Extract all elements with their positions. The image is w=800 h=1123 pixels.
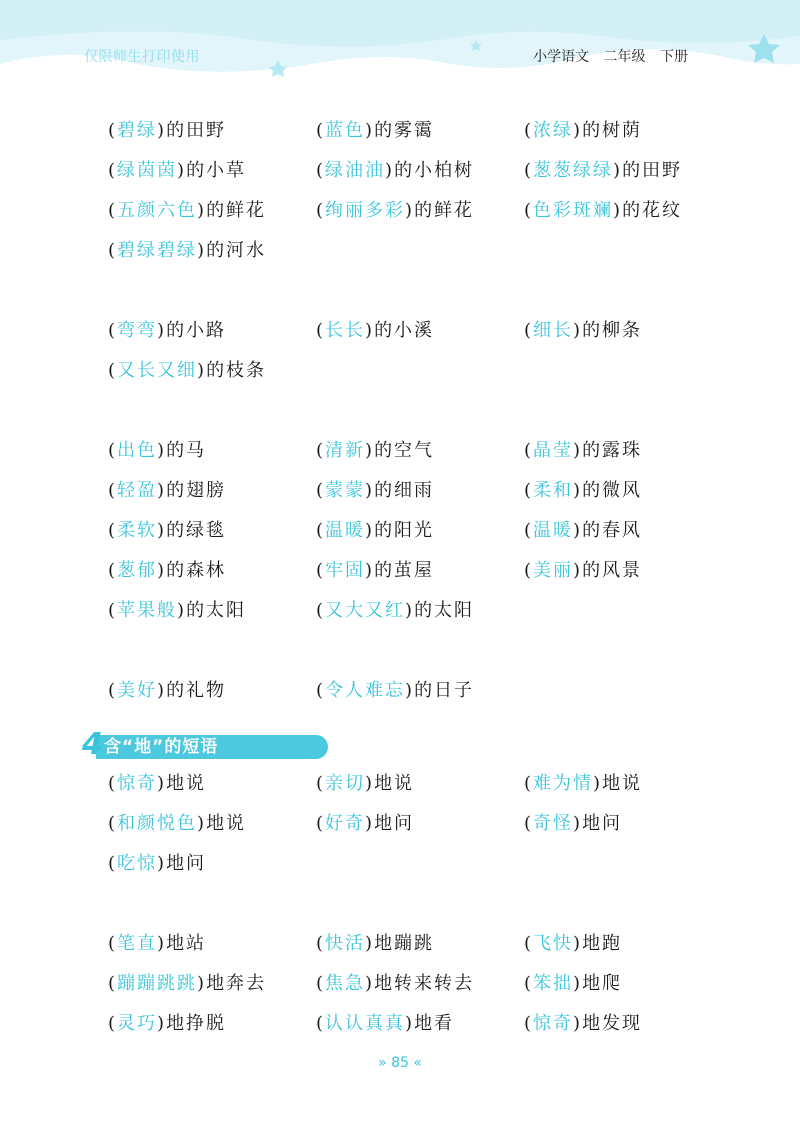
phrase-tail: 的小柏树 — [394, 160, 475, 181]
phrase-row — [0, 811, 800, 841]
close-paren: ) — [405, 680, 415, 701]
phrase-item — [108, 931, 206, 957]
phrase-item — [524, 318, 642, 344]
header-usage-note: 仅限师生打印使用 — [84, 49, 200, 65]
phrase-item — [108, 518, 226, 544]
arrow-left-icon: « — [413, 1055, 422, 1071]
phrase-item — [316, 971, 474, 997]
close-paren: ) — [573, 813, 583, 834]
answer-word: 亲切 — [325, 773, 366, 794]
answer-word: 清新 — [325, 440, 366, 461]
close-paren: ) — [573, 1013, 583, 1034]
close-paren: ) — [365, 520, 375, 541]
phrase-item — [316, 478, 434, 504]
phrase-item — [108, 771, 206, 797]
close-paren: ) — [157, 853, 167, 874]
answer-word: 飞快 — [533, 933, 574, 954]
open-paren: ( — [316, 560, 326, 581]
answer-word: 柔软 — [117, 520, 158, 541]
close-paren: ) — [157, 480, 167, 501]
close-paren: ) — [573, 320, 583, 341]
open-paren: ( — [524, 520, 534, 541]
answer-word: 葱葱绿绿 — [533, 160, 614, 181]
answer-word: 长长 — [325, 320, 366, 341]
open-paren: ( — [316, 973, 326, 994]
answer-word: 又大又红 — [325, 600, 406, 621]
close-paren: ) — [197, 360, 207, 381]
close-paren: ) — [613, 160, 623, 181]
phrase-item — [108, 851, 206, 877]
open-paren: ( — [316, 773, 326, 794]
phrase-item — [108, 1011, 226, 1037]
answer-word: 难为情 — [533, 773, 594, 794]
phrase-row — [0, 598, 800, 628]
phrase-row — [0, 851, 800, 881]
open-paren: ( — [524, 440, 534, 461]
phrase-tail: 的春风 — [582, 520, 643, 541]
phrase-tail: 的小路 — [166, 320, 227, 341]
phrase-tail: 的雾霭 — [374, 120, 435, 141]
section-4-title: 含“地”的短语 — [104, 737, 219, 757]
answer-word: 惊奇 — [533, 1013, 574, 1034]
phrase-tail: 的日子 — [414, 680, 475, 701]
phrase-row — [0, 358, 800, 388]
phrase-tail: 地问 — [374, 813, 415, 834]
answer-word: 苹果般 — [117, 600, 178, 621]
close-paren: ) — [365, 560, 375, 581]
open-paren: ( — [316, 680, 326, 701]
answer-word: 快活 — [325, 933, 366, 954]
answer-word: 惊奇 — [117, 773, 158, 794]
close-paren: ) — [405, 200, 415, 221]
answer-word: 和颜悦色 — [117, 813, 198, 834]
phrase-tail: 的森林 — [166, 560, 227, 581]
close-paren: ) — [365, 320, 375, 341]
phrase-tail: 的鲜花 — [414, 200, 475, 221]
phrase-tail: 地奔去 — [206, 973, 267, 994]
phrase-item — [316, 931, 434, 957]
answer-word: 晶莹 — [533, 440, 574, 461]
phrase-item — [316, 158, 474, 184]
close-paren: ) — [177, 160, 187, 181]
header-book-title: 小学语文 二年级 下册 — [533, 49, 688, 65]
phrase-item — [524, 438, 642, 464]
phrase-tail: 的河水 — [206, 240, 267, 261]
open-paren: ( — [108, 773, 118, 794]
phrase-tail: 的太阳 — [186, 600, 247, 621]
close-paren: ) — [365, 813, 375, 834]
answer-word: 柔和 — [533, 480, 574, 501]
close-paren: ) — [365, 120, 375, 141]
phrase-item — [108, 478, 226, 504]
phrase-tail: 的鲜花 — [206, 200, 267, 221]
open-paren: ( — [108, 813, 118, 834]
phrase-item — [524, 971, 622, 997]
answer-word: 牢固 — [325, 560, 366, 581]
open-paren: ( — [108, 680, 118, 701]
phrase-item — [316, 678, 474, 704]
close-paren: ) — [573, 440, 583, 461]
phrase-tail: 地爬 — [582, 973, 623, 994]
phrase-item — [316, 771, 414, 797]
phrase-row — [0, 438, 800, 468]
phrase-item — [524, 811, 622, 837]
phrase-tail: 的花纹 — [622, 200, 683, 221]
open-paren: ( — [108, 933, 118, 954]
open-paren: ( — [316, 200, 326, 221]
phrase-item — [524, 771, 642, 797]
phrase-tail: 的茧屋 — [374, 560, 435, 581]
answer-word: 笔直 — [117, 933, 158, 954]
phrase-tail: 的太阳 — [414, 600, 475, 621]
open-paren: ( — [108, 480, 118, 501]
section-4-number: 4 — [82, 727, 103, 762]
answer-word: 碧绿碧绿 — [117, 240, 198, 261]
phrase-item — [524, 931, 622, 957]
phrase-tail: 地转来转去 — [374, 973, 475, 994]
close-paren: ) — [573, 560, 583, 581]
phrase-item — [524, 478, 642, 504]
phrase-item — [108, 678, 226, 704]
close-paren: ) — [573, 480, 583, 501]
phrase-tail: 地说 — [602, 773, 643, 794]
phrase-row — [0, 771, 800, 801]
open-paren: ( — [524, 560, 534, 581]
phrase-item — [524, 558, 642, 584]
open-paren: ( — [316, 813, 326, 834]
open-paren: ( — [524, 200, 534, 221]
phrase-tail: 的阳光 — [374, 520, 435, 541]
phrase-tail: 的小溪 — [374, 320, 435, 341]
answer-word: 好奇 — [325, 813, 366, 834]
close-paren: ) — [197, 973, 207, 994]
phrase-tail: 的风景 — [582, 560, 643, 581]
phrase-row — [0, 238, 800, 268]
open-paren: ( — [524, 120, 534, 141]
phrase-tail: 地说 — [206, 813, 247, 834]
open-paren: ( — [108, 120, 118, 141]
phrase-tail: 的小草 — [186, 160, 247, 181]
phrase-item — [108, 358, 266, 384]
answer-word: 绿油油 — [325, 160, 386, 181]
close-paren: ) — [157, 1013, 167, 1034]
close-paren: ) — [157, 120, 167, 141]
close-paren: ) — [157, 933, 167, 954]
phrase-tail: 的田野 — [622, 160, 683, 181]
phrase-tail: 的柳条 — [582, 320, 643, 341]
answer-word: 奇怪 — [533, 813, 574, 834]
phrase-tail: 的微风 — [582, 480, 643, 501]
open-paren: ( — [316, 933, 326, 954]
open-paren: ( — [316, 520, 326, 541]
answer-word: 浓绿 — [533, 120, 574, 141]
close-paren: ) — [365, 480, 375, 501]
open-paren: ( — [524, 973, 534, 994]
phrase-tail: 地问 — [166, 853, 207, 874]
answer-word: 轻盈 — [117, 480, 158, 501]
answer-word: 弯弯 — [117, 320, 158, 341]
phrase-row — [0, 1011, 800, 1041]
phrase-item — [316, 438, 434, 464]
phrase-tail: 的树荫 — [582, 120, 643, 141]
open-paren: ( — [108, 1013, 118, 1034]
close-paren: ) — [197, 240, 207, 261]
phrase-item — [524, 198, 682, 224]
phrase-item — [316, 198, 474, 224]
phrase-tail: 地问 — [582, 813, 623, 834]
phrase-item — [108, 238, 266, 264]
close-paren: ) — [593, 773, 603, 794]
phrase-tail: 的绿毯 — [166, 520, 227, 541]
phrase-item — [108, 158, 246, 184]
phrase-item — [108, 598, 246, 624]
answer-word: 笨拙 — [533, 973, 574, 994]
phrase-item — [316, 558, 434, 584]
phrase-row — [0, 931, 800, 961]
answer-word: 出色 — [117, 440, 158, 461]
close-paren: ) — [573, 933, 583, 954]
answer-word: 细长 — [533, 320, 574, 341]
section-4-title-band — [96, 735, 328, 759]
phrase-row — [0, 971, 800, 1001]
phrase-item — [316, 1011, 454, 1037]
phrase-tail: 的空气 — [374, 440, 435, 461]
answer-word: 温暖 — [533, 520, 574, 541]
open-paren: ( — [108, 360, 118, 381]
phrase-tail: 的马 — [166, 440, 207, 461]
close-paren: ) — [385, 160, 395, 181]
phrase-tail: 地说 — [374, 773, 415, 794]
answer-word: 焦急 — [325, 973, 366, 994]
answer-word: 美好 — [117, 680, 158, 701]
phrase-tail: 的翅膀 — [166, 480, 227, 501]
open-paren: ( — [316, 1013, 326, 1034]
open-paren: ( — [316, 480, 326, 501]
open-paren: ( — [524, 933, 534, 954]
phrase-tail: 的田野 — [166, 120, 227, 141]
phrase-item — [108, 971, 266, 997]
answer-word: 温暖 — [325, 520, 366, 541]
close-paren: ) — [365, 973, 375, 994]
answer-word: 又长又细 — [117, 360, 198, 381]
open-paren: ( — [524, 813, 534, 834]
phrase-row — [0, 678, 800, 708]
open-paren: ( — [108, 853, 118, 874]
phrase-row — [0, 118, 800, 148]
phrase-item — [108, 318, 226, 344]
close-paren: ) — [365, 773, 375, 794]
phrase-tail: 地发现 — [582, 1013, 643, 1034]
close-paren: ) — [157, 320, 167, 341]
open-paren: ( — [108, 600, 118, 621]
page-number-footer — [0, 1055, 800, 1071]
open-paren: ( — [108, 440, 118, 461]
answer-word: 五颜六色 — [117, 200, 198, 221]
open-paren: ( — [316, 600, 326, 621]
answer-word: 葱郁 — [117, 560, 158, 581]
open-paren: ( — [316, 320, 326, 341]
close-paren: ) — [405, 1013, 415, 1034]
phrase-tail: 地看 — [414, 1013, 455, 1034]
answer-word: 蓝色 — [325, 120, 366, 141]
page-number: 85 — [391, 1055, 409, 1071]
answer-word: 美丽 — [533, 560, 574, 581]
phrase-row — [0, 518, 800, 548]
phrase-tail: 的枝条 — [206, 360, 267, 381]
phrase-tail: 地站 — [166, 933, 207, 954]
phrase-item — [108, 198, 266, 224]
phrase-tail: 地说 — [166, 773, 207, 794]
close-paren: ) — [405, 600, 415, 621]
open-paren: ( — [316, 440, 326, 461]
close-paren: ) — [613, 200, 623, 221]
open-paren: ( — [108, 973, 118, 994]
open-paren: ( — [524, 1013, 534, 1034]
open-paren: ( — [108, 520, 118, 541]
phrase-item — [316, 118, 434, 144]
answer-word: 蒙蒙 — [325, 480, 366, 501]
phrase-item — [108, 811, 246, 837]
open-paren: ( — [108, 320, 118, 341]
phrase-item — [108, 118, 226, 144]
open-paren: ( — [524, 320, 534, 341]
phrase-tail: 地跑 — [582, 933, 623, 954]
phrase-row — [0, 198, 800, 228]
open-paren: ( — [524, 773, 534, 794]
phrase-item — [524, 1011, 642, 1037]
close-paren: ) — [157, 560, 167, 581]
answer-word: 绿茵茵 — [117, 160, 178, 181]
open-paren: ( — [108, 160, 118, 181]
answer-word: 碧绿 — [117, 120, 158, 141]
phrase-row — [0, 558, 800, 588]
phrase-item — [316, 598, 474, 624]
phrase-row — [0, 318, 800, 348]
arrow-right-icon: » — [378, 1055, 387, 1071]
close-paren: ) — [157, 520, 167, 541]
phrase-tail: 的礼物 — [166, 680, 227, 701]
close-paren: ) — [197, 813, 207, 834]
open-paren: ( — [108, 240, 118, 261]
open-paren: ( — [524, 160, 534, 181]
open-paren: ( — [108, 200, 118, 221]
phrase-item — [108, 558, 226, 584]
phrase-tail: 地蹦跳 — [374, 933, 435, 954]
phrase-row — [0, 478, 800, 508]
answer-word: 吃惊 — [117, 853, 158, 874]
open-paren: ( — [316, 120, 326, 141]
open-paren: ( — [316, 160, 326, 181]
phrase-item — [524, 518, 642, 544]
close-paren: ) — [157, 773, 167, 794]
close-paren: ) — [365, 933, 375, 954]
answer-word: 绚丽多彩 — [325, 200, 406, 221]
phrase-item — [316, 518, 434, 544]
close-paren: ) — [573, 520, 583, 541]
answer-word: 色彩斑斓 — [533, 200, 614, 221]
close-paren: ) — [573, 120, 583, 141]
close-paren: ) — [573, 973, 583, 994]
phrase-item — [524, 158, 682, 184]
close-paren: ) — [197, 200, 207, 221]
phrase-tail: 地挣脱 — [166, 1013, 227, 1034]
answer-word: 蹦蹦跳跳 — [117, 973, 198, 994]
phrase-item — [316, 318, 434, 344]
close-paren: ) — [177, 600, 187, 621]
answer-word: 认认真真 — [325, 1013, 406, 1034]
phrase-item — [524, 118, 642, 144]
open-paren: ( — [108, 560, 118, 581]
close-paren: ) — [157, 440, 167, 461]
answer-word: 灵巧 — [117, 1013, 158, 1034]
phrase-item — [316, 811, 414, 837]
phrase-row — [0, 158, 800, 188]
close-paren: ) — [365, 440, 375, 461]
close-paren: ) — [157, 680, 167, 701]
open-paren: ( — [524, 480, 534, 501]
phrase-item — [108, 438, 206, 464]
phrase-tail: 的细雨 — [374, 480, 435, 501]
answer-word: 令人难忘 — [325, 680, 406, 701]
phrase-tail: 的露珠 — [582, 440, 643, 461]
